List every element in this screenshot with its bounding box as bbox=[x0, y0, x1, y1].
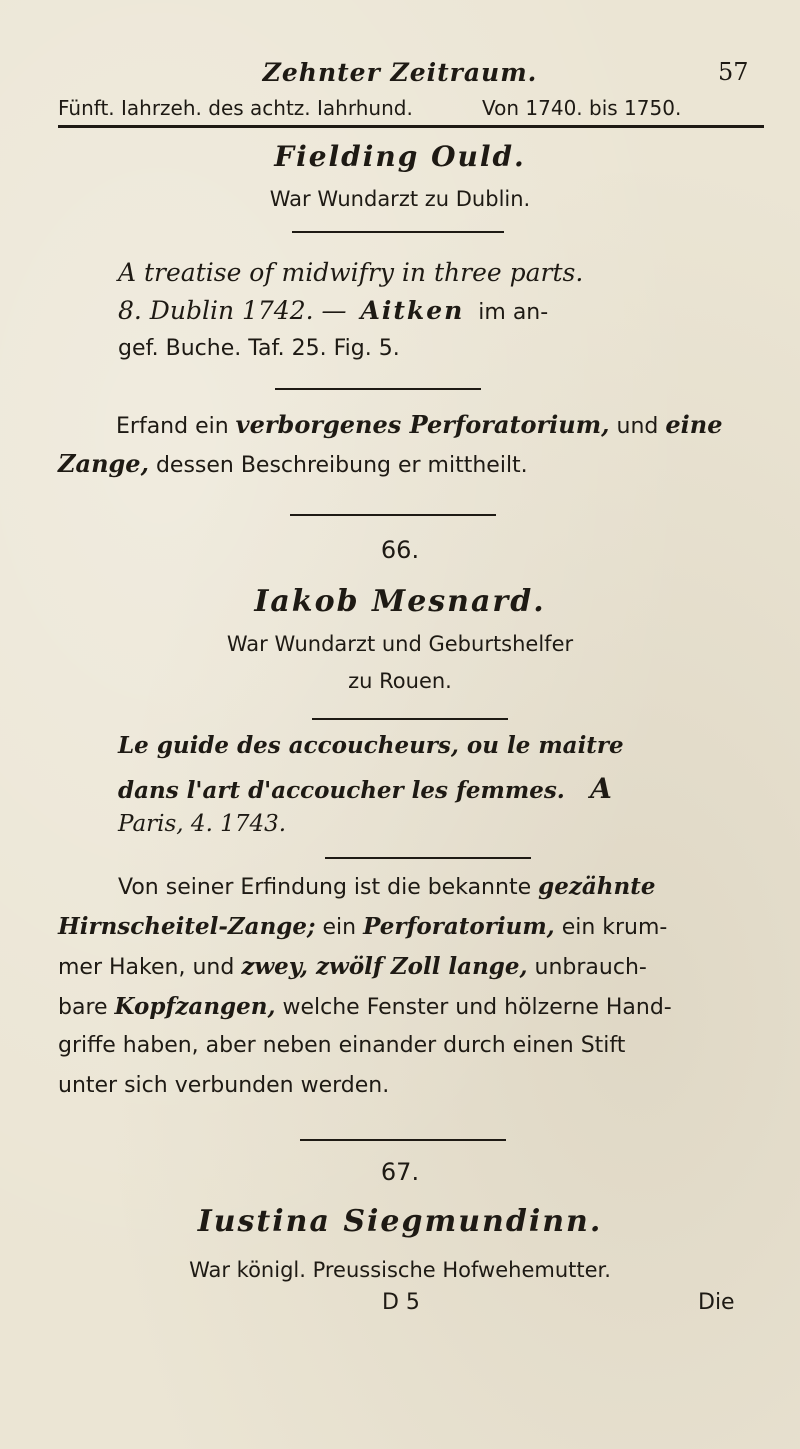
signature-mark: D 5 bbox=[382, 1290, 420, 1315]
desc-line: bare Kopfzangen, welche Fenster und hölzerne Hand- bbox=[58, 993, 672, 1020]
desc-line: Zange, dessen Beschreibung er mittheilt. bbox=[58, 449, 528, 478]
entry-number: 67. bbox=[380, 1158, 420, 1186]
divider bbox=[325, 857, 531, 859]
divider bbox=[292, 231, 504, 233]
divider bbox=[275, 388, 481, 390]
entry-role: zu Rouen. bbox=[348, 669, 452, 693]
header-subtitle: Fünft. Iahrzeh. des achtz. Iahrhund. bbox=[58, 96, 413, 120]
bib-line: dans l'art d'accoucher les femmes. A bbox=[118, 772, 612, 805]
bib-line: 8. Dublin 1742. — Aitken im an- bbox=[118, 296, 549, 325]
bib-line: gef. Buche. Taf. 25. Fig. 5. bbox=[118, 336, 400, 361]
header-date-range: Von 1740. bis 1750. bbox=[482, 96, 682, 120]
header-rule bbox=[58, 125, 764, 128]
entry-name: Iustina Siegmundinn. bbox=[197, 1204, 603, 1239]
desc-line: unter sich verbunden werden. bbox=[58, 1073, 390, 1098]
desc-line: Von seiner Erfindung ist die bekannte gezähnte bbox=[118, 873, 656, 900]
divider bbox=[300, 1139, 506, 1141]
entry-role: War Wundarzt und Geburtshelfer bbox=[226, 632, 574, 656]
entry-role: War Wundarzt zu Dublin. bbox=[269, 187, 531, 211]
bib-line: Le guide des accoucheurs, ou le maitre bbox=[118, 732, 624, 759]
entry-name: Iakob Mesnard. bbox=[254, 584, 546, 619]
running-title: Zehnter Zeitraum. bbox=[262, 58, 538, 87]
catchword: Die bbox=[698, 1290, 735, 1315]
entry-name: Fielding Ould. bbox=[274, 140, 526, 173]
page-number: 57 bbox=[718, 58, 749, 86]
entry-role: War königl. Preussische Hofwehemutter. bbox=[189, 1258, 611, 1282]
entry-number: 66. bbox=[380, 536, 420, 564]
bib-line: A treatise of midwifry in three parts. bbox=[118, 258, 584, 287]
desc-line: mer Haken, und zwey, zwölf Zoll lange, unbrauch- bbox=[58, 953, 647, 980]
bib-line: Paris, 4. 1743. bbox=[118, 811, 287, 837]
divider bbox=[290, 514, 496, 516]
desc-line: Hirnscheitel-Zange; ein Perforatorium, ein krum- bbox=[58, 913, 668, 940]
divider bbox=[312, 718, 508, 720]
desc-line: Erfand ein verborgenes Perforatorium, und eine bbox=[116, 410, 723, 439]
desc-line: griffe haben, aber neben einander durch einen Stift bbox=[58, 1033, 626, 1058]
